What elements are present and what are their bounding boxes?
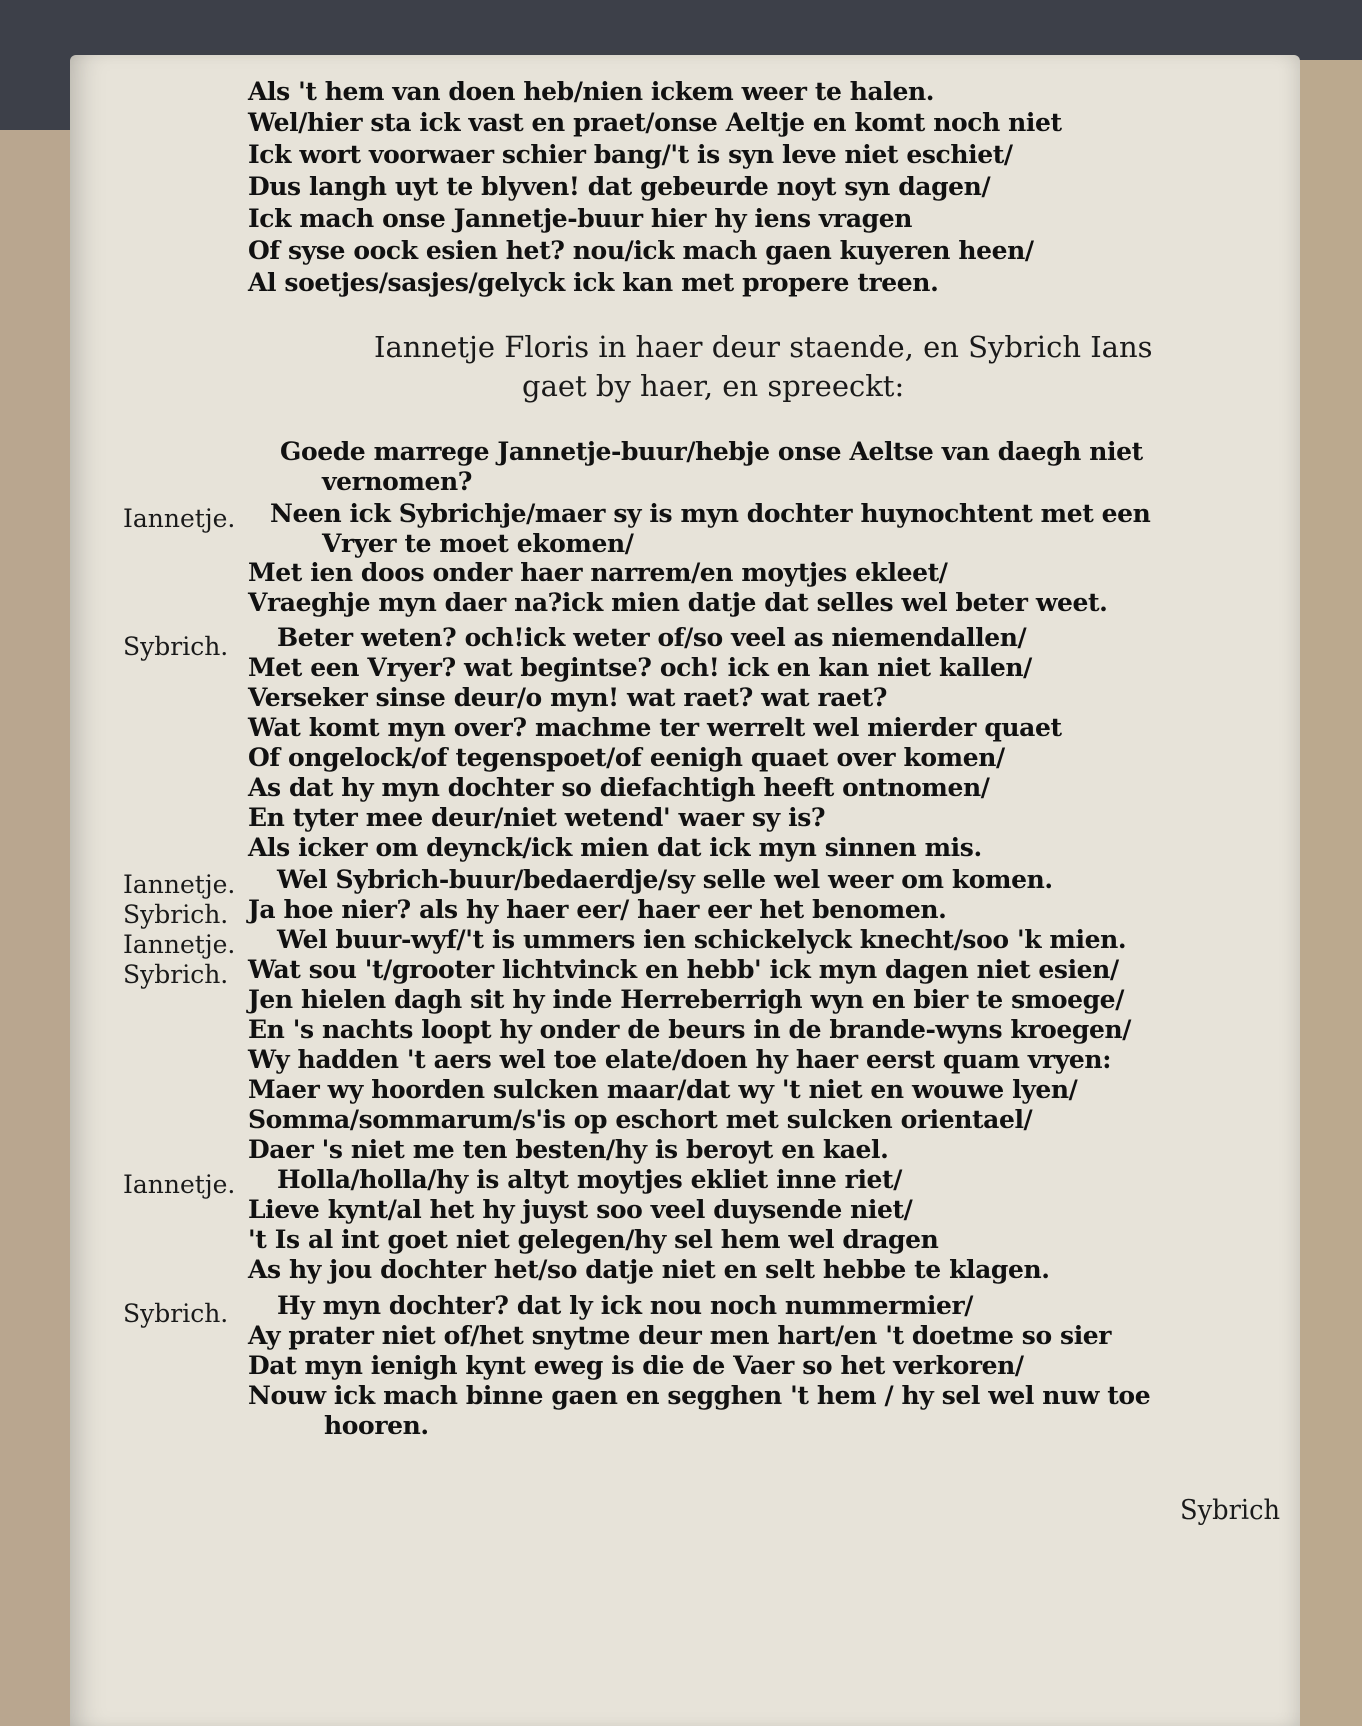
dialogue-line: As dat hy myn dochter so diefachtigh heeft ontnomen/: [248, 773, 990, 802]
dialogue-line: Wat komt myn over? machme ter werrelt wel mierder quaet: [248, 713, 1062, 742]
stage-direction: gaet by haer, en spreeckt:: [522, 369, 905, 403]
book-cover-right: [1292, 60, 1362, 1726]
dialogue-line: Wel Sybrich-buur/bedaerdje/sy selle wel weer om komen.: [277, 865, 1053, 894]
verse-line: Al soetjes/sasjes/gelyck ick kan met propere treen.: [248, 268, 939, 297]
dialogue-line: En tyter mee deur/niet wetend' waer sy is?: [248, 803, 826, 832]
dialogue-line: Neen ick Sybrichje/maer sy is myn dochter huynochtent met een: [270, 499, 1151, 528]
dialogue-line: Of ongelock/of tegenspoet/of eenigh quaet over komen/: [248, 743, 1005, 772]
dialogue-line: En 's nachts loopt hy onder de beurs in de brande-wyns kroegen/: [248, 1015, 1131, 1044]
speaker-name: Iannetje.: [123, 870, 236, 899]
dialogue-line: Wat sou 't/grooter lichtvinck en hebb' ick myn dagen niet esien/: [248, 955, 1119, 984]
dialogue-line: Met ien doos onder haer narrem/en moytjes ekleet/: [248, 558, 948, 587]
verse-line: Als 't hem van doen heb/nien ickem weer te halen.: [248, 77, 935, 106]
dialogue-line: Nouw ick mach binne gaen en segghen 't hem / hy sel wel nuw toe: [248, 1381, 1151, 1410]
dialogue-line: Wy hadden 't aers wel toe elate/doen hy haer eerst quam vryen:: [248, 1045, 1112, 1074]
dialogue-line: Jen hielen dagh sit hy inde Herreberrigh wyn en bier te smoege/: [248, 985, 1124, 1014]
dialogue-line: Maer wy hoorden sulcken maar/dat wy 't niet en wouwe lyen/: [248, 1075, 1078, 1104]
dialogue-line: Daer 's niet me ten besten/hy is beroyt en kael.: [248, 1135, 889, 1164]
book-page: [70, 55, 1300, 1726]
verse-line: Wel/hier sta ick vast en praet/onse Aeltje en komt noch niet: [248, 108, 1062, 137]
dialogue-line: hooren.: [324, 1411, 429, 1440]
dialogue-line: Ay prater niet of/het snytme deur men hart/en 't doetme so sier: [248, 1321, 1112, 1350]
verse-line: Of syse oock esien het? nou/ick mach gaen kuyeren heen/: [248, 236, 1034, 265]
dialogue-line: Vraeghje myn daer na?ick mien datje dat selles wel beter weet.: [248, 588, 1108, 617]
catchword: Sybrich: [1180, 1495, 1281, 1526]
dialogue-line: Hy myn dochter? dat ly ick nou noch nummermier/: [277, 1291, 974, 1320]
stage-direction: Iannetje Floris in haer deur staende, en Sybrich Ians: [374, 330, 1153, 364]
dialogue-line: Goede marrege Jannetje-buur/hebje onse Aeltse van daegh niet: [280, 437, 1143, 466]
dialogue-line: Als icker om deynck/ick mien dat ick myn sinnen mis.: [248, 833, 982, 862]
dialogue-line: Wel buur-wyf/'t is ummers ien schickelyck knecht/soo 'k mien.: [277, 925, 1127, 954]
dialogue-line: Holla/holla/hy is altyt moytjes ekliet inne riet/: [277, 1165, 902, 1194]
dialogue-line: Dat myn ienigh kynt eweg is die de Vaer so het verkoren/: [248, 1351, 1024, 1380]
speaker-name: Iannetje.: [123, 930, 236, 959]
speaker-name: Sybrich.: [123, 960, 229, 989]
dialogue-line: Lieve kynt/al het hy juyst soo veel duysende niet/: [248, 1195, 913, 1224]
speaker-name: Sybrich.: [123, 1299, 229, 1328]
verse-line: Ick wort voorwaer schier bang/'t is syn leve niet eschiet/: [248, 140, 1013, 169]
verse-line: Ick mach onse Jannetje-buur hier hy iens vragen: [248, 204, 912, 233]
dialogue-line: Ja hoe nier? als hy haer eer/ haer eer het benomen.: [248, 895, 947, 924]
dialogue-line: As hy jou dochter het/so datje niet en selt hebbe te klagen.: [248, 1255, 1050, 1284]
dialogue-line: Somma/sommarum/s'is op eschort met sulcken orientael/: [248, 1105, 1033, 1134]
dialogue-line: Met een Vryer? wat begintse? och! ick en kan niet kallen/: [248, 653, 1032, 682]
speaker-name: Sybrich.: [123, 900, 229, 929]
dialogue-line: Beter weten? och!ick weter of/so veel as niemendallen/: [277, 623, 1027, 652]
verse-line: Dus langh uyt te blyven! dat gebeurde noyt syn dagen/: [248, 172, 991, 201]
dialogue-line: 't Is al int goet niet gelegen/hy sel hem wel dragen: [248, 1225, 939, 1254]
speaker-name: Iannetje.: [123, 1170, 236, 1199]
speaker-name: Iannetje.: [123, 504, 236, 533]
dialogue-line: vernomen?: [322, 467, 473, 496]
dialogue-line: Vryer te moet ekomen/: [322, 529, 634, 558]
dialogue-line: Verseker sinse deur/o myn! wat raet? wat raet?: [248, 683, 887, 712]
speaker-name: Sybrich.: [123, 632, 229, 661]
